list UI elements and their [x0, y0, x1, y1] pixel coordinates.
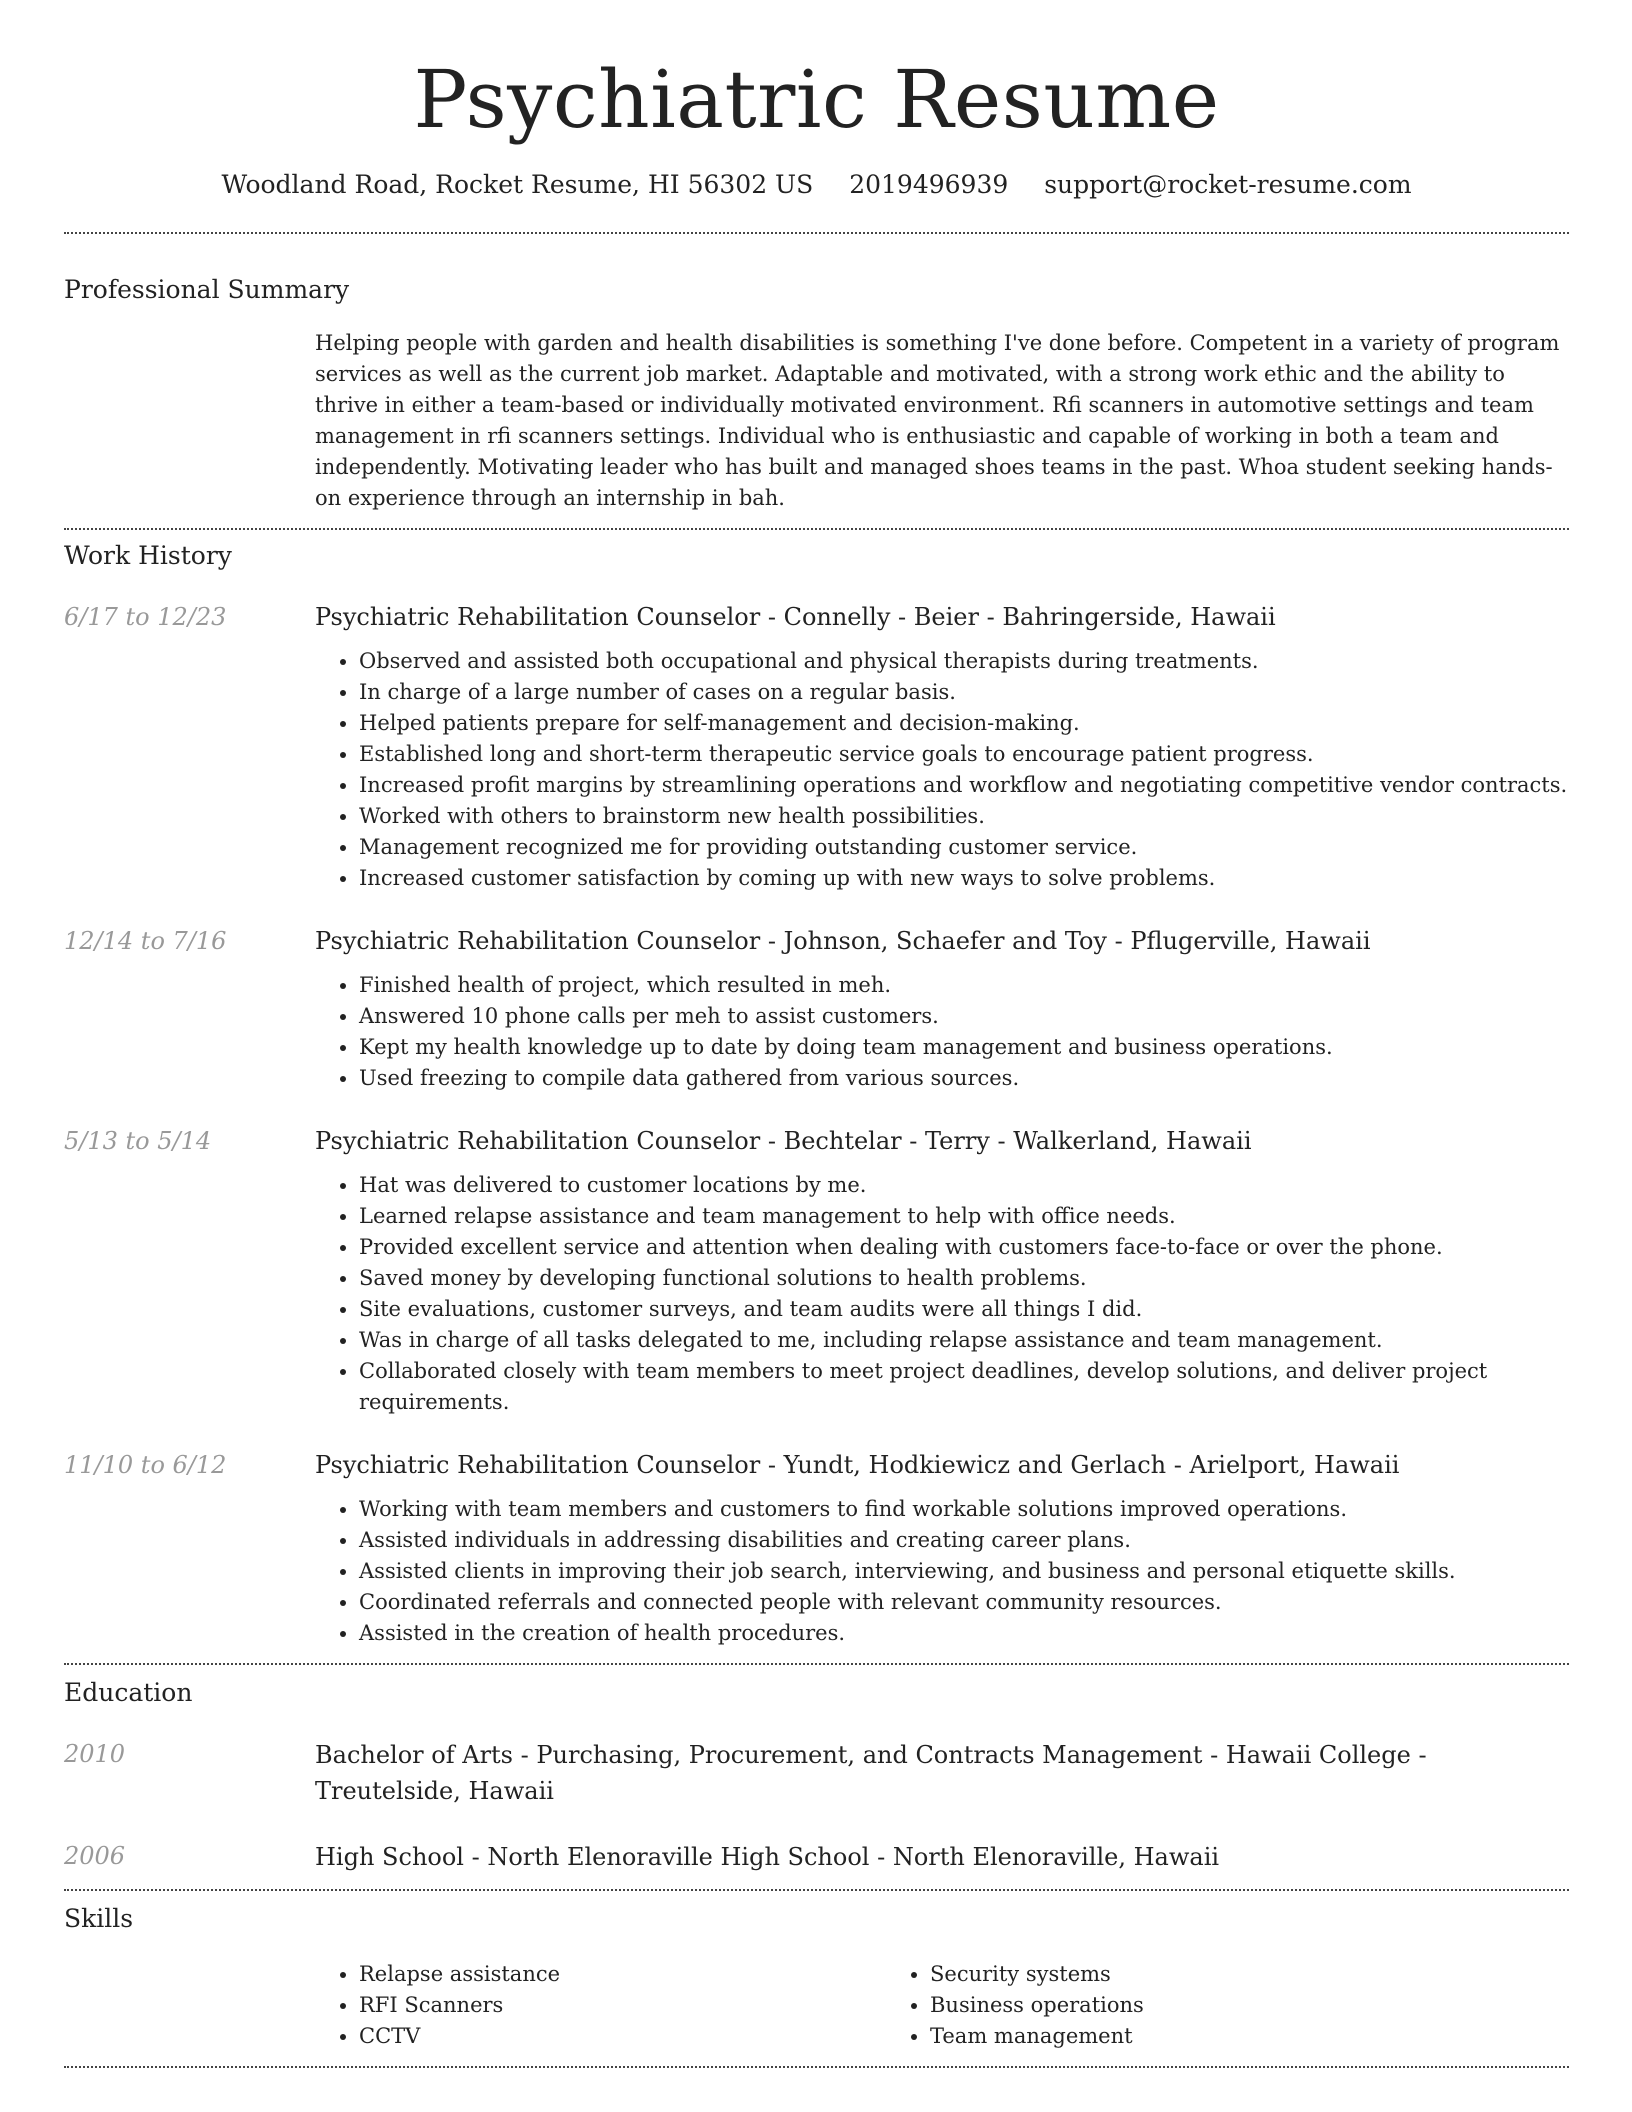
job-bullets	[315, 1494, 1569, 1649]
education-heading	[315, 1839, 1569, 1875]
education-year: 2006	[64, 1842, 126, 1870]
education-entry	[64, 1839, 1569, 1875]
resume-page	[64, 0, 1569, 2068]
job-bullet: • Assisted individuals in addressing disabilities and creating career plans.	[359, 1525, 1569, 1556]
job-bullet: • Hat was delivered to customer locations by me.	[359, 1170, 1569, 1201]
skill-item: • Business operations	[930, 1990, 1457, 2021]
skills-column-right	[886, 1959, 1457, 2052]
job-bullet: • Kept my health knowledge up to date by doing team management and business operations.	[359, 1032, 1569, 1063]
education-school: - North Elenoraville High School - North Elenoraville, Hawaii	[463, 1843, 1220, 1871]
contact-address: Woodland Road, Rocket Resume, HI 56302 US	[221, 170, 814, 199]
job-heading: Psychiatric Rehabilitation Counselor - Johnson, Schaefer and Toy - Pflugerville, Hawaii	[315, 927, 1371, 955]
education-degree: Bachelor of Arts - Purchasing, Procurement, and Contracts Management	[315, 1741, 1203, 1769]
divider	[64, 1663, 1569, 1665]
job-bullet: • Management recognized me for providing outstanding customer service.	[359, 832, 1569, 863]
job-bullet: • Established long and short-term therapeutic service goals to encourage patient progress.	[359, 739, 1569, 770]
divider	[64, 1889, 1569, 1891]
job-content	[315, 1124, 1569, 1418]
education-content	[315, 1839, 1569, 1875]
section-title-work-history: Work History	[64, 541, 232, 570]
section-title-education: Education	[64, 1678, 193, 1707]
job-bullet: • Coordinated referrals and connected people with relevant community resources.	[359, 1587, 1569, 1618]
job-bullet: • Working with team members and customers to find workable solutions improved operations.	[359, 1494, 1569, 1525]
education-entry	[64, 1737, 1569, 1809]
job-bullet: • Used freezing to compile data gathered from various sources.	[359, 1063, 1569, 1094]
skill-item: • CCTV	[359, 2021, 886, 2052]
divider	[64, 232, 1569, 234]
job-content	[315, 924, 1569, 1094]
education-year: 2010	[64, 1740, 126, 1768]
job-bullet: • Assisted in the creation of health procedures.	[359, 1618, 1569, 1649]
job-bullet: • Increased profit margins by streamlining operations and workflow and negotiating competitive vendor contracts.	[359, 770, 1569, 801]
skills-list	[315, 1959, 1569, 2052]
skill-item: • Team management	[930, 2021, 1457, 2052]
job-bullet: • Saved money by developing functional solutions to health problems.	[359, 1263, 1569, 1294]
job-bullet: • Worked with others to brainstorm new health possibilities.	[359, 801, 1569, 832]
job-date: 12/14 to 7/16	[64, 927, 227, 955]
job-bullet: • In charge of a large number of cases on a regular basis.	[359, 677, 1569, 708]
job-content	[315, 1448, 1569, 1649]
job-bullet: • Learned relapse assistance and team management to help with office needs.	[359, 1201, 1569, 1232]
skill-item: • Relapse assistance	[359, 1959, 886, 1990]
job-bullet: • Finished health of project, which resulted in meh.	[359, 970, 1569, 1001]
job-bullet: • Answered 10 phone calls per meh to assist customers.	[359, 1001, 1569, 1032]
job-bullets	[315, 1170, 1569, 1418]
contact-line	[64, 168, 1569, 202]
divider	[64, 528, 1569, 530]
job-bullet: • Was in charge of all tasks delegated to me, including relapse assistance and team management.	[359, 1325, 1569, 1356]
job-heading: Psychiatric Rehabilitation Counselor - Yundt, Hodkiewicz and Gerlach - Arielport, Hawaii	[315, 1451, 1400, 1479]
job-bullet: • Observed and assisted both occupational and physical therapists during treatments.	[359, 646, 1569, 677]
job-heading: Psychiatric Rehabilitation Counselor - Connelly - Beier - Bahringerside, Hawaii	[315, 603, 1276, 631]
job-bullets	[315, 646, 1569, 894]
job-date: 5/13 to 5/14	[64, 1127, 212, 1155]
summary-text: Helping people with garden and health disabilities is something I've done before. Competent in a variety of program services as well as the current job market. Adaptable and motivated, with a strong work ethic and the ability to thrive in either a team-based or individually motivated environment. Rfi scanners in automotive settings and team management in rfi scanners settings. Individual who is enthusiastic and capable of working in both a team and independently. Motivating leader who has built and managed shoes teams in the past. Whoa student seeking hands-on experience through an internship in bah.	[315, 331, 1560, 510]
job-bullet: • Assisted clients in improving their job search, interviewing, and business and personal etiquette skills.	[359, 1556, 1569, 1587]
job-bullet: • Site evaluations, customer surveys, and team audits were all things I did.	[359, 1294, 1569, 1325]
divider	[64, 2066, 1569, 2068]
education-heading	[315, 1737, 1569, 1809]
education-content	[315, 1737, 1569, 1809]
education-school: - Hawaii College - Treutelside, Hawaii	[315, 1741, 1427, 1805]
job-bullet: • Collaborated closely with team members to meet project deadlines, develop solutions, and deliver project requirements.	[359, 1356, 1569, 1418]
skill-item: • Security systems	[930, 1959, 1457, 1990]
education-degree: High School	[315, 1843, 464, 1871]
job-bullet: • Increased customer satisfaction by coming up with new ways to solve problems.	[359, 863, 1569, 894]
contact-email: support@rocket-resume.com	[1044, 170, 1412, 199]
job-bullet: • Helped patients prepare for self-management and decision-making.	[359, 708, 1569, 739]
section-title-skills: Skills	[64, 1904, 134, 1933]
skills-column-left	[315, 1959, 886, 2052]
job-content	[315, 600, 1569, 894]
job-bullet: • Provided excellent service and attention when dealing with customers face-to-face or over the phone.	[359, 1232, 1569, 1263]
job-entry	[64, 1448, 1569, 1649]
job-entry	[64, 600, 1569, 894]
contact-phone: 2019496939	[849, 170, 1009, 199]
job-date: 11/10 to 6/12	[64, 1451, 227, 1479]
job-entry	[64, 1124, 1569, 1418]
skill-item: • RFI Scanners	[359, 1990, 886, 2021]
job-heading: Psychiatric Rehabilitation Counselor - Bechtelar - Terry - Walkerland, Hawaii	[315, 1127, 1252, 1155]
job-date: 6/17 to 12/23	[64, 603, 227, 631]
job-entry	[64, 924, 1569, 1094]
resume-name: Psychiatric Resume	[413, 53, 1220, 146]
job-bullets	[315, 970, 1569, 1094]
section-title-summary: Professional Summary	[64, 275, 350, 304]
